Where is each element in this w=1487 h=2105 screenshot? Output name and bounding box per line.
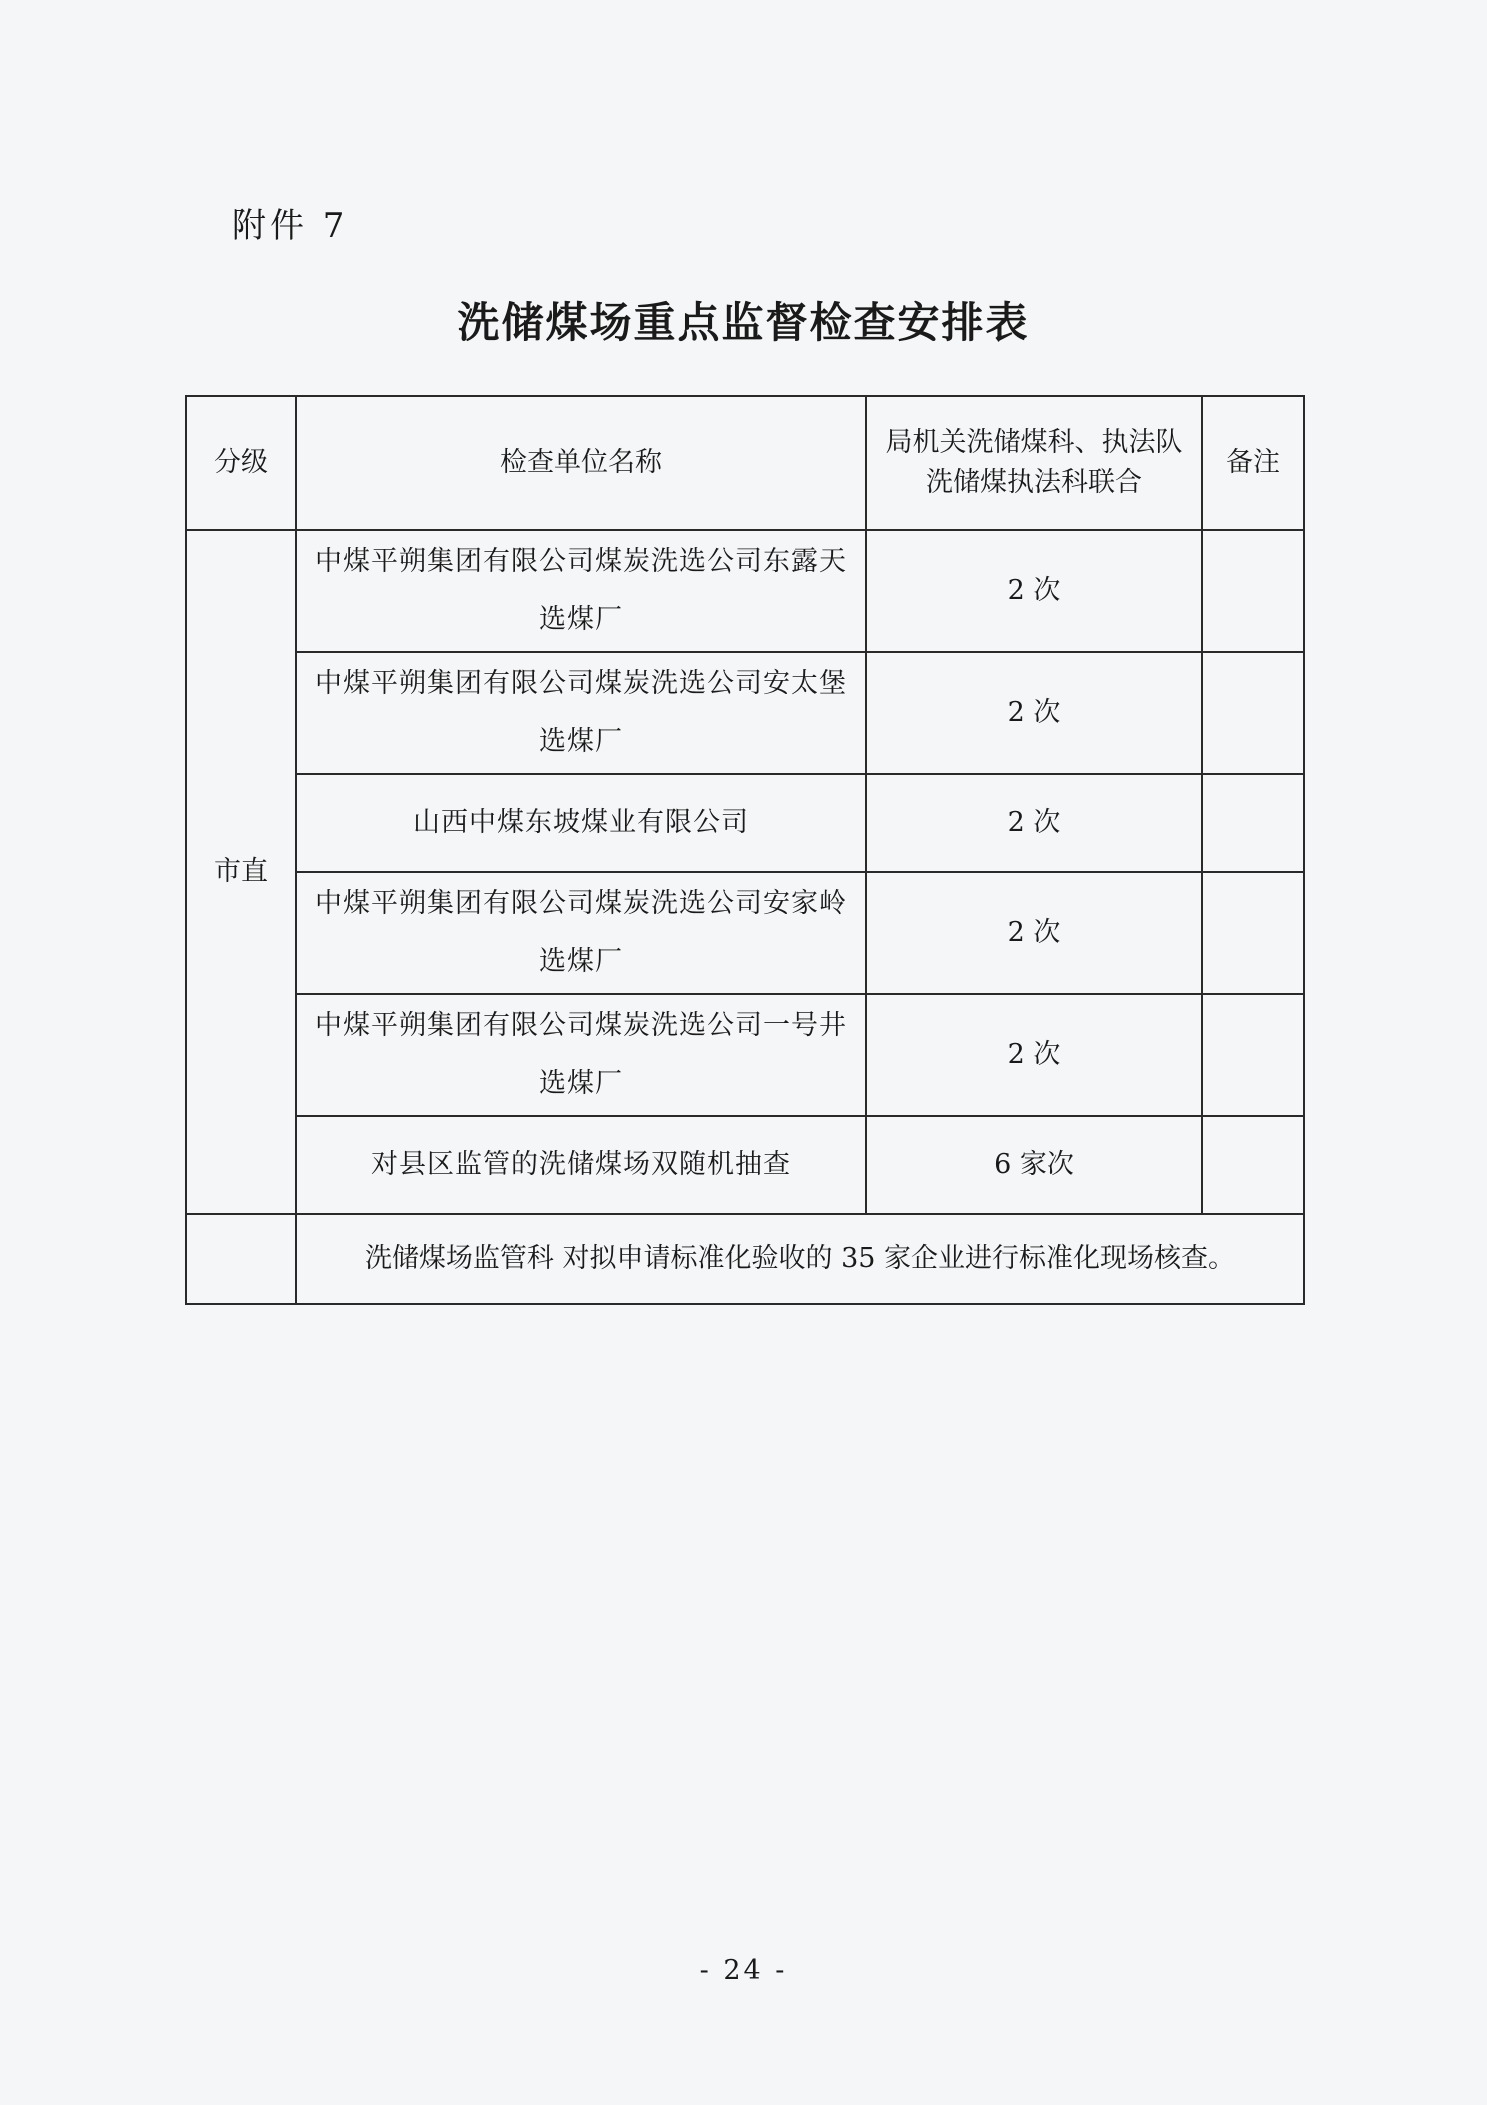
- page-number: - 24 -: [699, 1955, 788, 1986]
- table-row: [186, 774, 1304, 872]
- unit-name-cell: 山西中煤东坡煤业有限公司: [296, 774, 866, 872]
- footer-level-cell: [186, 1214, 296, 1304]
- document-title: 洗储煤场重点监督检查安排表: [457, 298, 1030, 347]
- attachment-label: 附件 7: [232, 206, 349, 246]
- unit-name-cell: 中煤平朔集团有限公司煤炭洗选公司安家岭选煤厂: [296, 872, 866, 994]
- header-level: 分级: [186, 396, 296, 530]
- inspection-schedule-table: [185, 395, 1305, 1305]
- count-cell: 2 次: [866, 774, 1202, 872]
- count-cell: 2 次: [866, 872, 1202, 994]
- unit-name-cell: 对县区监管的洗储煤场双随机抽查: [296, 1116, 866, 1214]
- note-cell: [1202, 994, 1304, 1116]
- note-cell: [1202, 774, 1304, 872]
- unit-name-cell: 中煤平朔集团有限公司煤炭洗选公司一号井选煤厂: [296, 994, 866, 1116]
- unit-name-cell: 中煤平朔集团有限公司煤炭洗选公司安太堡选煤厂: [296, 652, 866, 774]
- count-cell: 2 次: [866, 652, 1202, 774]
- unit-name-cell: 中煤平朔集团有限公司煤炭洗选公司东露天选煤厂: [296, 530, 866, 652]
- note-cell: [1202, 652, 1304, 774]
- table-footer-row: [186, 1214, 1304, 1304]
- note-cell: [1202, 1116, 1304, 1214]
- note-cell: [1202, 530, 1304, 652]
- header-joint-inspection-line1: 局机关洗储煤科、执法队: [885, 427, 1183, 458]
- note-cell: [1202, 872, 1304, 994]
- count-cell: 2 次: [866, 530, 1202, 652]
- level-cell: 市直: [186, 530, 296, 1214]
- count-cell: 2 次: [866, 994, 1202, 1116]
- footer-note-cell: 洗储煤场监管科 对拟申请标准化验收的 35 家企业进行标准化现场核查。: [296, 1214, 1304, 1304]
- header-unit-name: 检查单位名称: [296, 396, 866, 530]
- table-row: [186, 530, 1304, 652]
- table-row: [186, 994, 1304, 1116]
- table-row: [186, 1116, 1304, 1214]
- table-row: [186, 872, 1304, 994]
- header-note: 备注: [1202, 396, 1304, 530]
- table-row: [186, 652, 1304, 774]
- header-joint-inspection-line2: 洗储煤执法科联合: [926, 467, 1142, 498]
- count-cell: 6 家次: [866, 1116, 1202, 1214]
- header-joint-inspection: [866, 396, 1202, 530]
- table-header-row: [186, 396, 1304, 530]
